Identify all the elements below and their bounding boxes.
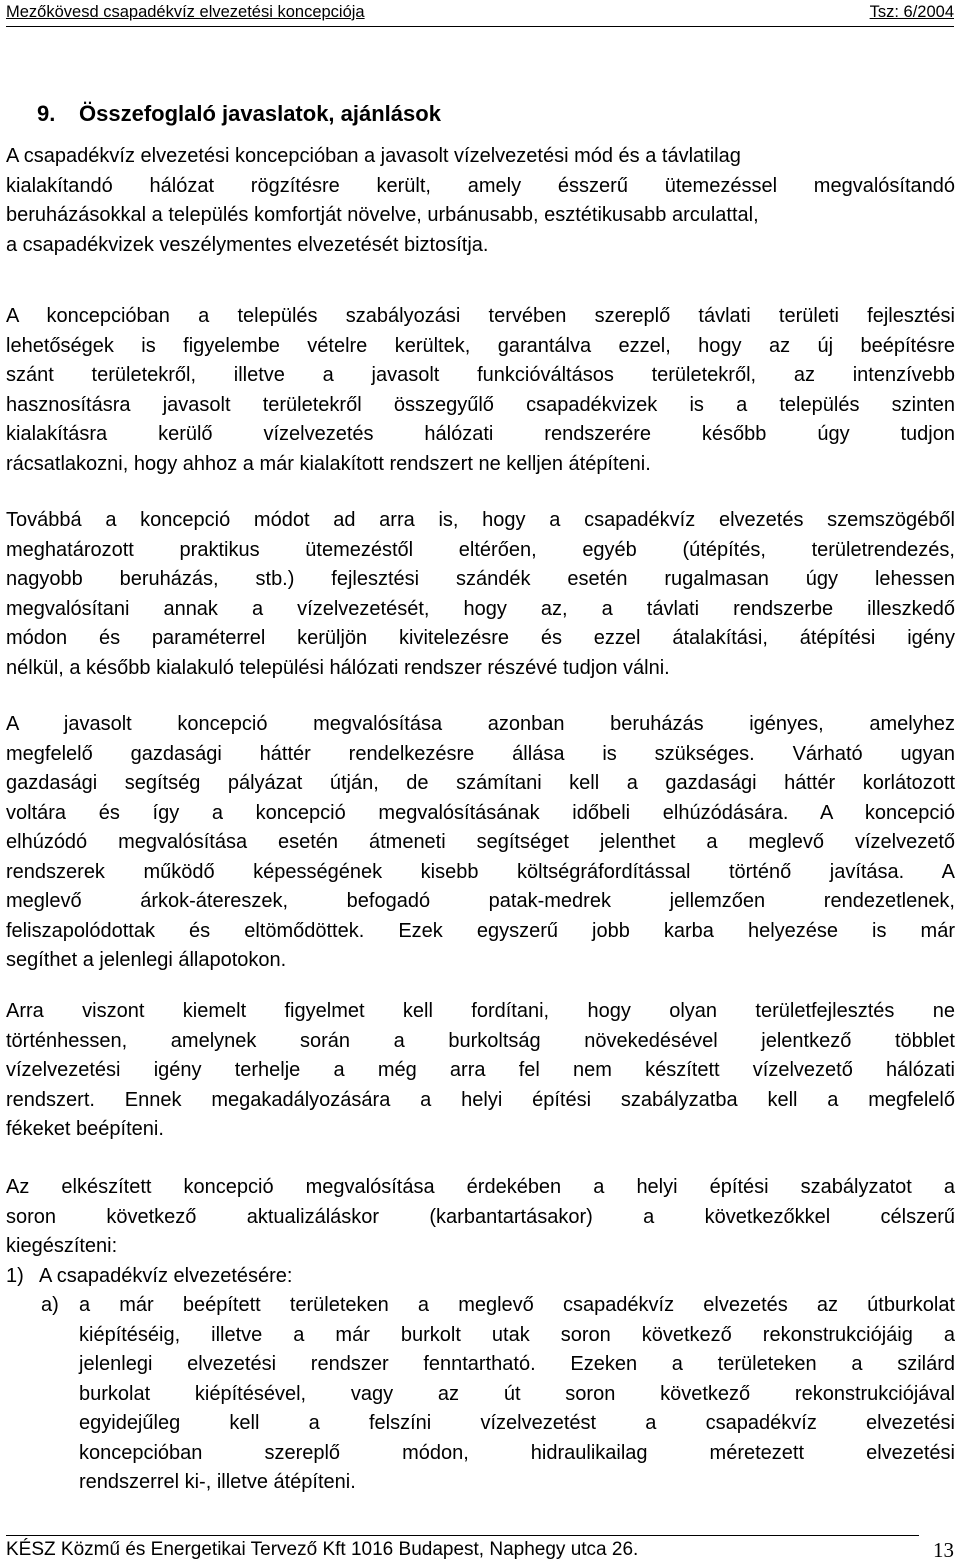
paragraph-6	[6, 1173, 955, 1262]
text-line: történhessen, amelynek során a burkoltság növekedésével jelentkező többlet	[6, 1029, 955, 1052]
text-line: rendszerek működő képességének kisebb költségráfordítással történő javítása. A	[6, 860, 955, 883]
paragraph-2	[6, 302, 955, 479]
footer-company: KÉSZ Közmű és Energetikai Tervező Kft 1016 Budapest, Naphegy utca 26.	[6, 1539, 639, 1560]
text-line: rácsatlakozni, hogy ahhoz a már kialakított rendszert ne kelljen átépíteni.	[6, 452, 651, 475]
header-title: Mezőkövesd csapadékvíz elvezetési koncepciója	[6, 3, 365, 21]
text-line: vízelvezetési igény terhelje a még arra fel nem készített vízelvezető hálózati	[6, 1059, 955, 1081]
text-line: lehetőségek is figyelembe vételre kerültek, garantálva ezzel, hogy az új beépítésre	[6, 334, 955, 357]
text-line: soron következő aktualizáláskor (karbantartásakor) a következőkkel célszerű	[6, 1205, 955, 1228]
page-header	[6, 0, 954, 27]
paragraph-4	[6, 710, 955, 976]
text-line: meglevő árkok-átereszek, befogadó patak-medrek jellemzően rendezetlenek,	[6, 890, 955, 912]
text-line: kiépítéséig, illetve a már burkolt utak soron következő rekonstrukciójáig a	[79, 1323, 955, 1346]
text-line: Továbbá a koncepció módot ad arra is, hogy a csapadékvíz elvezetés szemszögéből	[6, 509, 955, 531]
footer-divider	[6, 1535, 919, 1536]
text-line: segíthet a jelenlegi állapotokon.	[6, 949, 287, 971]
text-line: A csapadékvíz elvezetési koncepcióban a javasolt vízelvezetési mód és a távlatilag	[6, 145, 741, 167]
list-marker: a)	[41, 1294, 59, 1316]
text-line: kialakítandó hálózat rögzítésre került, amely ésszerű ütemezéssel megvalósítandó	[6, 174, 955, 197]
list-marker: 1)	[6, 1265, 24, 1287]
text-line: jelenlegi elvezetési rendszer fenntartható. Ezeken a területeken a szilárd	[79, 1353, 955, 1375]
text-line: módon és paraméterrel kerüljön kivitelezésre és ezzel átalakítási, átépítési igény	[6, 627, 955, 649]
text-line: megfelelő gazdasági háttér rendelkezésre állása is szükséges. Várható ugyan	[6, 742, 955, 765]
text-line: elhúzódó megvalósítása esetén átmeneti segítséget jelenthet a meglevő vízelvezető	[6, 831, 955, 853]
section-title: Összefoglaló javaslatok, ajánlások	[79, 101, 441, 126]
text-line: gazdasági segítség pályázat útján, de számítani kell a gazdasági háttér korlátozott	[6, 772, 955, 794]
sub-list-item-text	[79, 1291, 955, 1498]
paragraph-3	[6, 506, 955, 683]
section-number: 9.	[37, 101, 56, 126]
text-line: nagyobb beruházás, stb.) fejlesztési szándék esetén rugalmasan úgy lehessen	[6, 568, 955, 590]
text-line: a már beépített területeken a meglevő csapadékvíz elvezetés az útburkolat	[79, 1294, 955, 1316]
text-line: hasznosításra javasolt területekről összegyűlő csapadékvizek is a település szinten	[6, 393, 955, 416]
text-line: egyidejűleg kell a felszíni vízelvezetést a csapadékvíz elvezetési	[79, 1412, 955, 1434]
text-line: rendszert. Ennek megakadályozására a helyi építési szabályzatba kell a megfelelő	[6, 1088, 955, 1111]
text-line: A koncepcióban a település szabályozási tervében szereplő távlati területi fejlesztési	[6, 305, 955, 327]
text-line: a csapadékvizek veszélymentes elvezetését biztosítja.	[6, 233, 489, 256]
page-footer	[6, 1537, 954, 1563]
text-line: koncepcióban szereplő módon, hidraulikailag méretezett elvezetési	[79, 1441, 955, 1464]
list-item-text: A csapadékvíz elvezetésére:	[39, 1265, 293, 1287]
list-item	[6, 1262, 955, 1292]
text-line: feliszapolódottak és eltömődöttek. Ezek egyszerű jobb karba helyezése is már	[6, 919, 955, 942]
page-number: 13	[933, 1538, 954, 1562]
section-heading	[37, 100, 441, 128]
paragraph-1	[6, 142, 955, 260]
text-line: meghatározott praktikus ütemezéstől eltérően, egyéb (útépítés, területrendezés,	[6, 538, 955, 561]
text-line: nélkül, a később kialakuló települési hálózati rendszer részévé tudjon válni.	[6, 656, 670, 679]
text-line: burkolat kiépítésével, vagy az út soron következő rekonstrukciójával	[79, 1382, 955, 1405]
text-line: Az elkészített koncepció megvalósítása érdekében a helyi építési szabályzatot a	[6, 1176, 955, 1198]
text-line: kiegészíteni:	[6, 1235, 118, 1257]
text-line: rendszerrel ki-, illetve átépíteni.	[79, 1471, 356, 1493]
text-line: szánt területekről, illetve a javasolt funkcióváltásos területekről, az intenzívebb	[6, 364, 955, 386]
header-doc-number: Tsz: 6/2004	[869, 3, 954, 21]
text-line: beruházásokkal a település komfortját növelve, urbánusabb, esztétikusabb arculattal,	[6, 204, 759, 226]
text-line: A javasolt koncepció megvalósítása azonban beruházás igényes, amelyhez	[6, 713, 955, 735]
text-line: kialakításra kerülő vízelvezetés hálózati rendszerére később úgy tudjon	[6, 423, 955, 445]
text-line: voltára és így a koncepció megvalósításának időbeli elhúzódására. A koncepció	[6, 801, 955, 824]
paragraph-5	[6, 997, 955, 1145]
text-line: megvalósítani annak a vízelvezetését, hogy az, a távlati rendszerbe illeszkedő	[6, 597, 955, 620]
text-line: Arra viszont kiemelt figyelmet kell fordítani, hogy olyan területfejlesztés ne	[6, 1000, 955, 1022]
text-line: fékeket beépíteni.	[6, 1118, 164, 1140]
